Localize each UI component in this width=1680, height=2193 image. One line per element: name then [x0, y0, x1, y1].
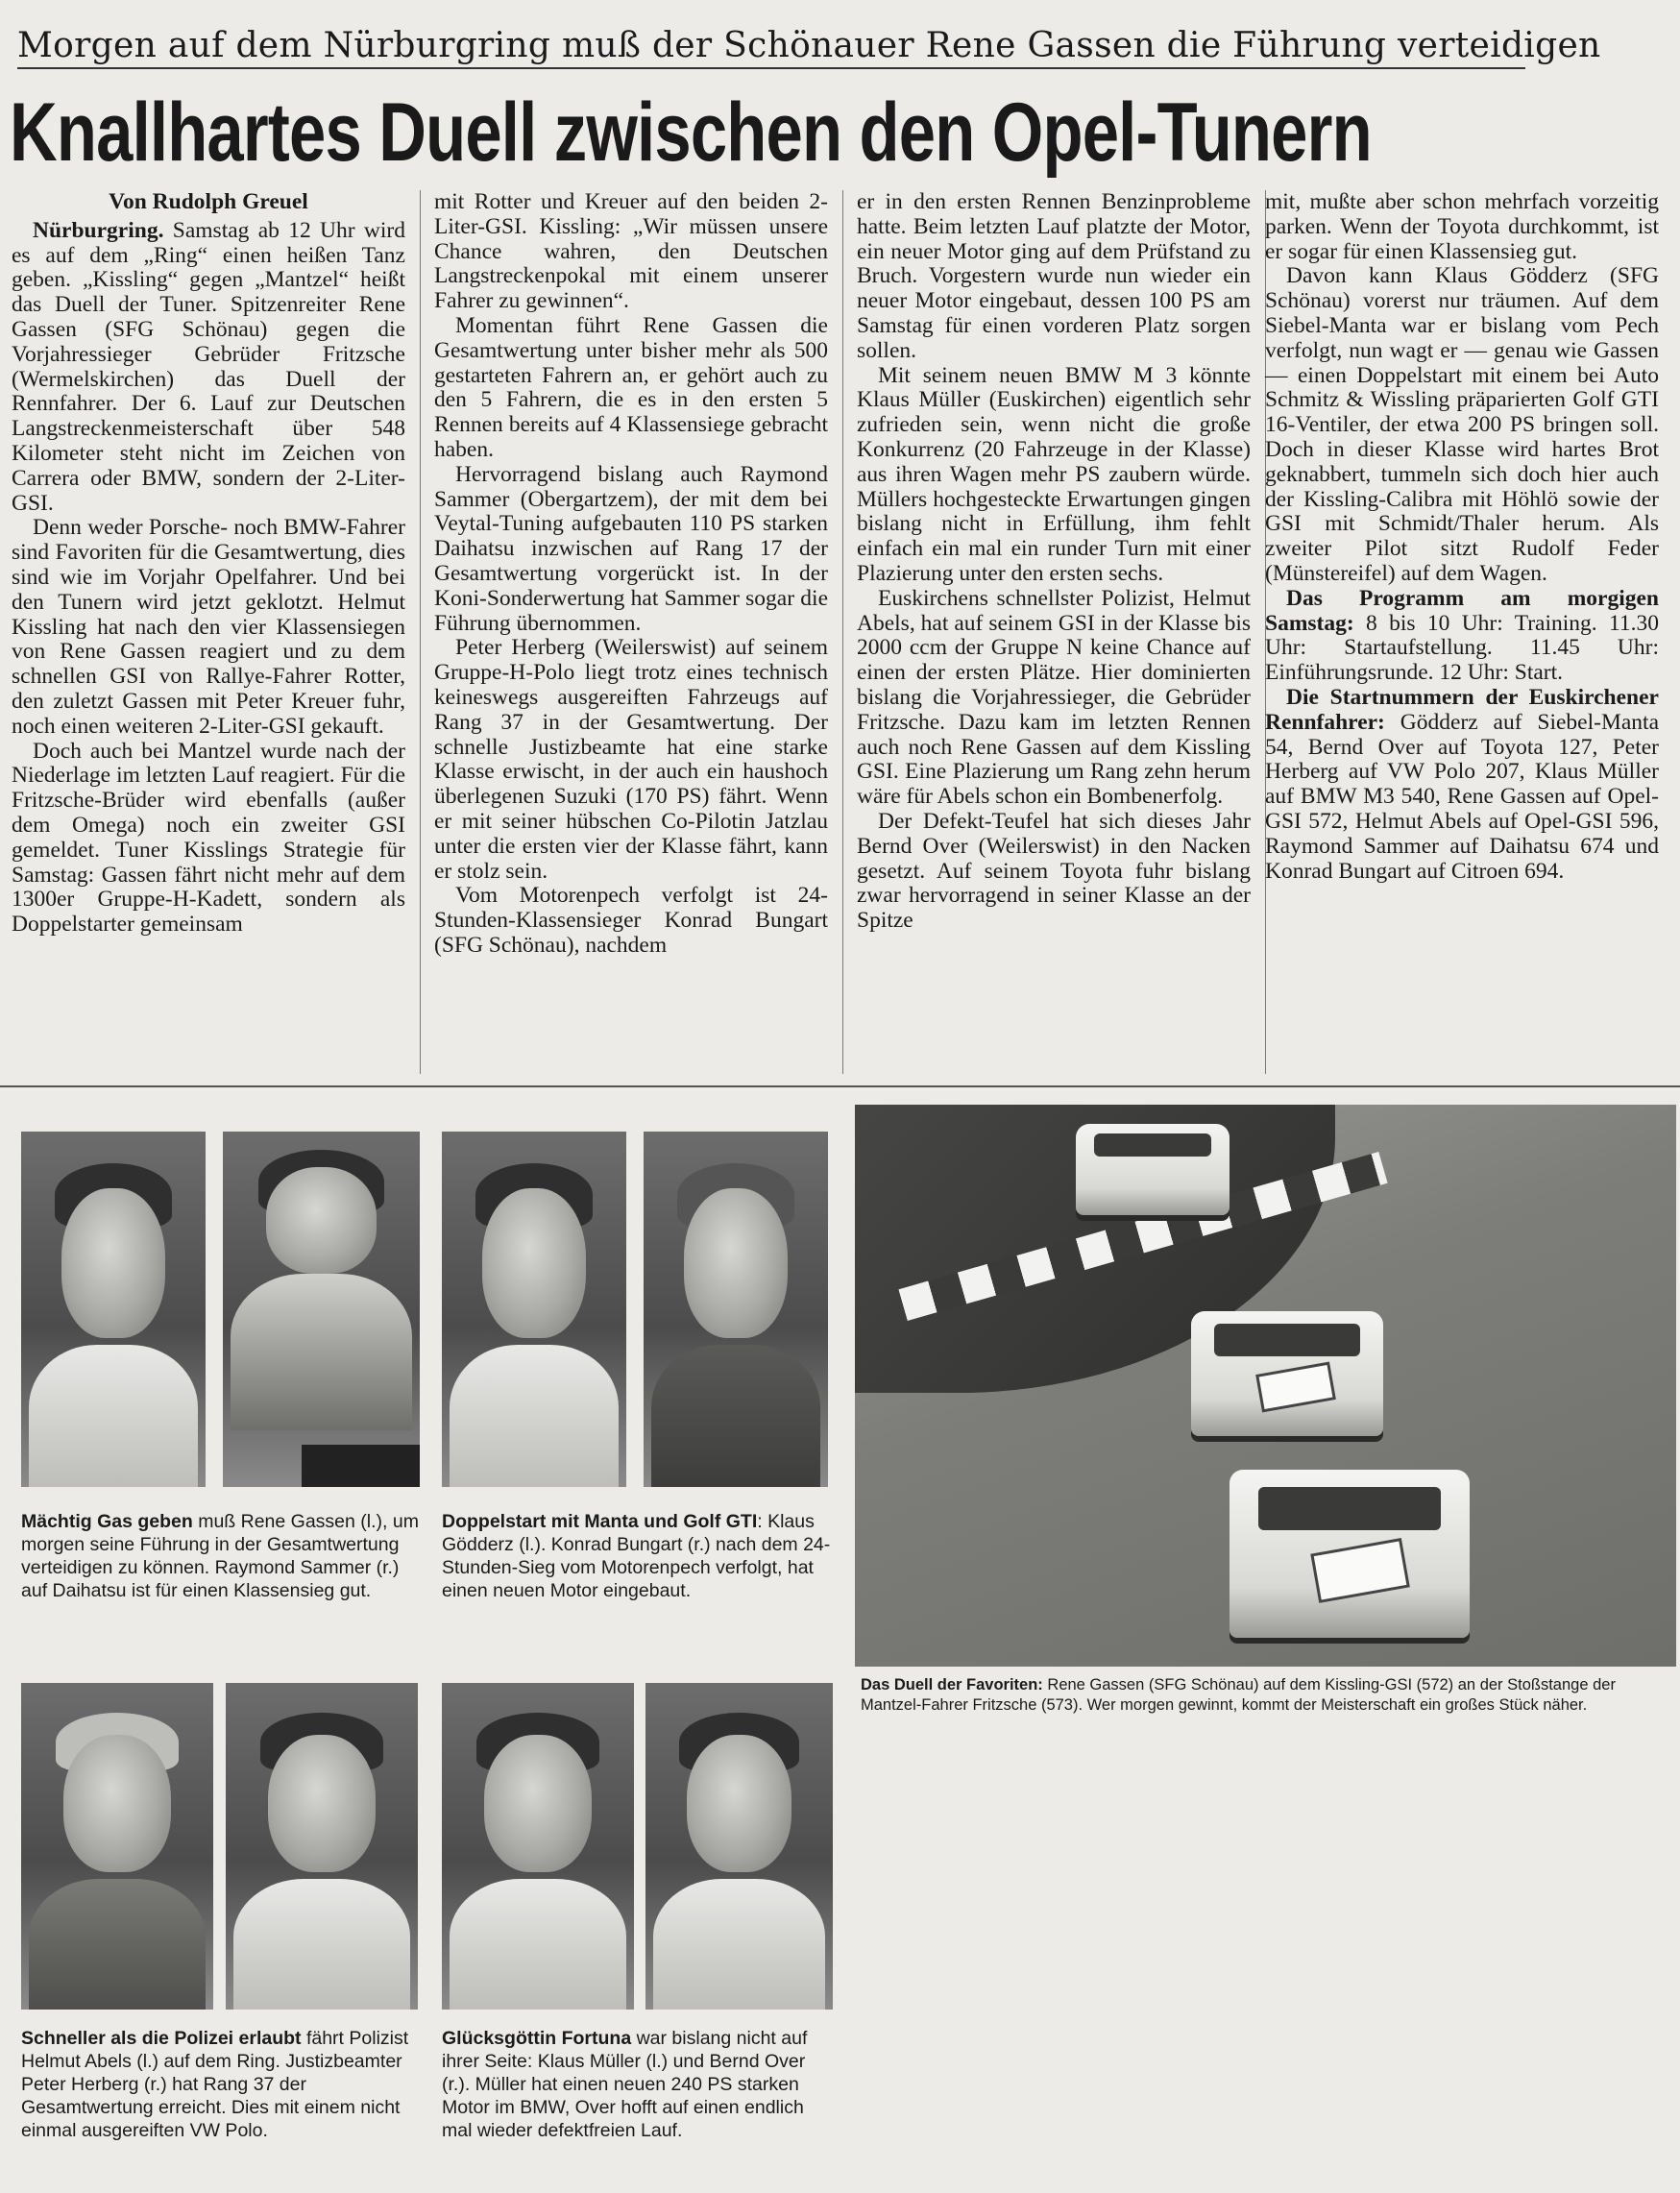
portrait-face — [266, 1167, 377, 1274]
caption-text: Rene Gassen (SFG Schönau) auf dem Kissling-GSI (572) an der Stoßstange der Mantzel-Fahrer Fritzsche (573). Wer morgen gewinnt, kommt der Meisterschaft ein großes Stück näher. — [861, 1676, 1616, 1714]
portrait-photo-konrad-bungart — [644, 1132, 828, 1487]
car-number-plate — [1310, 1538, 1409, 1602]
byline: Von Rudolph Greuel — [109, 189, 308, 214]
race-car-572 — [1230, 1470, 1470, 1638]
portrait-face — [268, 1735, 376, 1872]
race-photo-caption — [861, 1675, 1672, 1716]
paragraph: Hervorragend bislang auch Raymond Sammer (Obergartzem), der mit dem bei Veytal-Tuning aufgebauten 110 PS starken Daihatsu inzwischen auf Rang 17 der Gesamtwertung vorgerückt ist. In der Koni-Sonderwertung hat Sammer sogar die Führung übernommen. — [434, 461, 828, 636]
run-in-heading: Das Programm am morgigen Samstag: — [1265, 585, 1659, 636]
portrait-photo-klaus-mueller — [442, 1683, 634, 2010]
caption-lead: Das Duell der Favoriten: — [861, 1676, 1043, 1693]
paragraph — [12, 219, 405, 517]
photo-caption-4 — [442, 2027, 831, 2142]
paragraph: Davon kann Klaus Gödderz (SFG Schönau) vorerst nur träumen. Auf dem Siebel-Manta war er bislang vom Pech verfolgt, nun wagt er — genau wie Gassen — einen Doppelstart mit einem bei Auto Schmitz & Wissling präparierten Golf GTI 16-Ventiler, der etwa 200 PS bringen soll. Doch in dieser Klasse wird hartes Brot geknabbert, tummeln sich doch hier auch der Kissling-Calibra mit Höhlö sowie der GSI mit Schmidt/Thaler herum. Als zweiter Pilot sitzt Rudolf Feder (Münstereifel) auf dem Wagen. — [1265, 263, 1659, 586]
paragraph: Momentan führt Rene Gassen die Gesamtwertung unter bisher mehr als 500 gestarteten Fahrern an, er gehört auch zu den 5 Fahrern, die es in den ersten 5 Rennen bereits auf 4 Klassensiege gebracht haben. — [434, 312, 828, 462]
paragraph — [1265, 587, 1659, 686]
caption-text: muß Rene Gassen (l.), um morgen seine Führung in der Gesamtwertung verteidigen zu können. Raymond Sammer (r.) auf Daihatsu ist für einen Klassensieg gut. — [21, 1511, 419, 1601]
car-number-plate — [1255, 1361, 1336, 1412]
paragraph: Doch auch bei Mantzel wurde nach der Niederlage im letzten Lauf reagiert. Für die Fritzsche-Brüder wird ebenfalls (außer dem Omega) noch ein zweiter GSI gemeldet. Tuner Kisslings Strategie für Samstag: Gassen fährt nicht mehr auf dem 1300er Gruppe-H-Kadett, sondern als Doppelstarter gemeinsam — [12, 738, 405, 938]
paragraph — [1265, 686, 1659, 884]
portrait-photo-bernd-over — [645, 1683, 833, 2010]
portrait-body — [450, 1879, 626, 2010]
caption-lead: Doppelstart mit Manta und Golf GTI — [442, 1511, 758, 1532]
paragraph: er in den ersten Rennen Benzinprobleme hatte. Beim letzten Lauf platzte der Motor, ein neuer Motor ging auf dem Prüfstand zu Bruch. Vorgestern wurde nun wieder ein neuer Motor eingebaut, dessen 100 PS am Samstag für einen vorderen Platz sorgen sollen. — [857, 189, 1251, 363]
portrait-face — [484, 1735, 592, 1872]
car-windshield — [1094, 1133, 1211, 1157]
paragraph-text: Samstag ab 12 Uhr wird es auf dem „Ring“ einen heißen Tanz geben. „Kissling“ gegen „Mantzel“ heißt das Duell der Tuner. Spitzenreiter Rene Gassen (SFG Schönau) gegen die Vorjahressieger Gebrüder Fritzsche (Wermelskirchen) das Duell der Rennfahrer. Der 6. Lauf zur Deutschen Langstreckenmeisterschaft über 548 Kilometer steht nicht im Zeichen von Carrera oder BMW, sondern der 2-Liter-GSI. — [12, 217, 405, 516]
paragraph-text: 8 bis 10 Uhr: Training. 11.30 Uhr: Startaufstellung. 11.45 Uhr: Einführungsrunde. 12 Uhr: Start. — [1265, 610, 1659, 686]
paragraph: Vom Motorenpech verfolgt ist 24-Stunden-Klassensieger Konrad Bungart (SFG Schönau), nachdem — [434, 883, 828, 958]
section-rule — [0, 1085, 1680, 1087]
kicker-rule — [17, 67, 1525, 69]
portrait-body — [231, 1274, 412, 1430]
portrait-face — [687, 1735, 791, 1872]
run-in-heading: Die Startnummern der Euskirchener Rennfahrer: — [1265, 684, 1659, 735]
portrait-body — [29, 1345, 199, 1487]
caption-text: : Klaus Gödderz (l.). Konrad Bungart (r.) nach dem 24-Stunden-Sieg vom Motorenpech verfolgt, hat einen neuen Motor eingebaut. — [442, 1511, 831, 1601]
paragraph: Denn weder Porsche- noch BMW-Fahrer sind Favoriten für die Gesamtwertung, dies sind wie im Vorjahr Opelfahrer. Und bei den Tunern wird jetzt geklotzt. Helmut Kissling hat nach den vier Klassensiegen von Rene Gassen reagiert und zu dem schnellen GSI von Rallye-Fahrer Rotter, den zuletzt Gassen mit Peter Kreuer fuhr, noch einen weiteren 2-Liter-GSI gekauft. — [12, 515, 405, 739]
race-car-573 — [1191, 1311, 1383, 1436]
caption-lead: Glücksgöttin Fortuna — [442, 2028, 632, 2049]
portrait-body — [29, 1879, 206, 2010]
portrait-photo-rene-gassen — [21, 1132, 206, 1487]
paragraph: Der Defekt-Teufel hat sich dieses Jahr Bernd Over (Weilerswist) in den Nacken gesetzt. Auf seinem Toyota fuhr bislang zwar hervorragend in seiner Klasse an der Spitze — [857, 808, 1251, 934]
column-rule — [842, 190, 843, 1074]
portrait-face — [684, 1188, 788, 1337]
paragraph: mit, mußte aber schon mehrfach vorzeitig parken. Wenn der Toyota durchkommt, ist er sogar für einen Klassensieg gut. — [1265, 189, 1659, 264]
race-photo — [855, 1105, 1676, 1667]
paragraph-text: Gödderz auf Siebel-Manta 54, Bernd Over auf Toyota 127, Peter Herberg auf VW Polo 207, Klaus Müller auf BMW M3 540, Rene Gassen auf Opel-GSI 572, Helmut Abels auf Opel-GSI 596, Raymond Sammer auf Daihatsu 674 und Konrad Bungart auf Citroen 694. — [1265, 709, 1659, 884]
paragraph: Peter Herberg (Weilerswist) auf seinem Gruppe-H-Polo liegt trotz eines technisch keineswegs ausgereiften Fahrzeugs auf Rang 37 in der Gesamtwertung. Der schnelle Justizbeamte hat eine starke Klasse erwischt, in der auch ein haushoch überlegenen Suzuki (170 PS) fährt. Wenn er mit seiner hübschen Co-Pilotin Jatzlau unter die ersten vier der Klasse fährt, kann er stolz sein. — [434, 635, 828, 884]
article-columns — [12, 190, 1662, 1074]
paragraph: mit Rotter und Kreuer auf den beiden 2-Liter-GSI. Kissling: „Wir müssen unsere Chance wahren, den Deutschen Langstreckenpokal mit einem unserer Fahrer zu gewinnen“. — [434, 189, 828, 314]
car-door-panel — [302, 1445, 420, 1487]
headline: Knallhartes Duell zwischen den Opel-Tunern — [10, 86, 1372, 179]
portrait-face — [482, 1188, 586, 1337]
caption-lead: Schneller als die Polizei erlaubt — [21, 2028, 302, 2049]
column-rule — [420, 190, 421, 1074]
portrait-face — [63, 1735, 171, 1872]
portrait-body — [651, 1345, 821, 1487]
caption-lead: Mächtig Gas geben — [21, 1511, 193, 1532]
car-windshield — [1258, 1487, 1441, 1531]
paragraph: Euskirchens schnellster Polizist, Helmut Abels, hat auf seinem GSI in der Klasse bis 2000 ccm der Gruppe N keine Chance auf einen der ersten Plätze. Hier dominierten bislang die Vorjahressieger, die Gebrüder Fritzsche. Dazu kam im letzten Rennen auch noch Rene Gassen auf dem Kissling GSI. Eine Plazierung um Rang zehn herum wäre für Abels schon ein Bombenerfolg. — [857, 585, 1251, 810]
article-column-3 — [857, 190, 1251, 934]
portrait-body — [450, 1345, 620, 1487]
car-windshield — [1214, 1324, 1360, 1356]
race-car-bmw — [1076, 1124, 1230, 1215]
portrait-photo-helmut-abels — [21, 1683, 213, 2010]
article-column-1 — [12, 190, 405, 938]
photo-caption-3 — [21, 2027, 420, 2142]
kicker-line: Morgen auf dem Nürburgring muß der Schönauer Rene Gassen die Führung verteidigen — [17, 26, 1601, 65]
caption-text: war bislang nicht auf ihrer Seite: Klaus Müller (l.) und Bernd Over (r.). Müller hat einen neuen 240 PS starken Motor im BMW, Over hofft auf einen endlich mal wieder defektfreien Lauf. — [442, 2028, 808, 2141]
photo-caption-1 — [21, 1510, 420, 1602]
portrait-photo-raymond-sammer — [223, 1132, 420, 1487]
portrait-body — [233, 1879, 410, 2010]
portrait-face — [61, 1188, 165, 1337]
caption-text: fährt Polizist Helmut Abels (l.) auf dem Ring. Justizbeamter Peter Herberg (r.) hat Rang 37 der Gesamtwertung erreicht. Dies mit einem nicht einmal ausgereiften VW Polo. — [21, 2028, 409, 2141]
article-column-2 — [434, 190, 828, 959]
photo-caption-2 — [442, 1510, 831, 1602]
portrait-photo-klaus-goedderz — [442, 1132, 626, 1487]
portrait-body — [653, 1879, 825, 2010]
dateline: Nürburgring. — [33, 217, 164, 243]
portrait-photo-peter-herberg — [226, 1683, 418, 2010]
article-column-4 — [1265, 190, 1659, 884]
paragraph: Mit seinem neuen BMW M 3 könnte Klaus Müller (Euskirchen) eigentlich sehr zufrieden sein, wenn nicht die große Konkurrenz (20 Fahrzeuge in der Klasse) aus ihren Wagen mehr PS zaubern würde. Müllers hochgesteckte Erwartungen gingen bislang nicht in Erfüllung, ihm fehlt einfach ein mal ein runder Turn mit einer Plazierung unter den ersten sechs. — [857, 362, 1251, 586]
